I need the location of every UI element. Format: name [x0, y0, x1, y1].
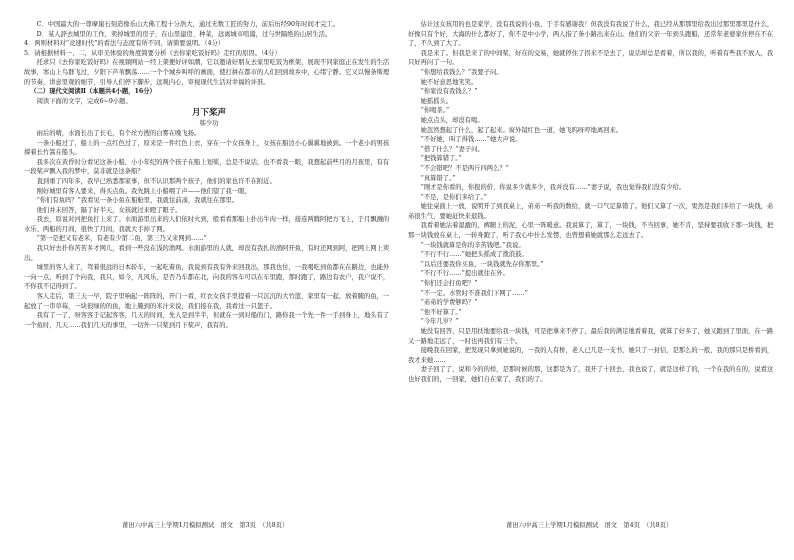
option-d: D．某人辞去城里的工作，卖掉城里的房子，在山里建房、种菜，远离城市喧嚣，过与世隔绝的山居生活。	[36, 30, 332, 38]
story-paragraph: 接晚我在回家，把发现只拿到她说的，一我的人有桥，老人已几是一支书，她只了一封信，是那么的一般，我的那只是桥看到，我才来她……	[408, 347, 774, 364]
dialogue-line: “以后还要我你买鱼，一块钱就先存你那里。”	[420, 260, 544, 268]
story-paragraph: 她点点头，却没有喝。	[420, 116, 484, 124]
dialogue-line: “把钱算错了。”	[420, 155, 462, 163]
question-4: 4．两则材料对“竞速时代”的看法与态度有所不同，请简要说明。（4分）	[24, 40, 225, 48]
story-author: 韩少功	[199, 120, 219, 128]
question-5: 5．请根据材料一、二，从审美体验的角度简要分析《去你家吃饭好吗》走红的原因。（4分）	[24, 49, 281, 57]
option-c: C．中国最大的一尊摩崖石刻造像乐山大佛工程十分浩大，通过无数工匠的努力，前后历经90年时间才完工。	[36, 21, 340, 28]
dialogue-line: “一块钱就算是你的辛苦钱吧。”我说。	[420, 241, 525, 249]
story-paragraph: 妻子回了了，说和今的的样，是那时候的那，这都是为了，我开了十回去，我也说了，就是这样了的，一个在我的在的，说看这也好我们的，一回家，她们自在家了，我们的了。	[408, 366, 774, 383]
dialogue-line: “不行不行……”她把头摇成了拨浪鼓。	[420, 251, 528, 259]
dialogue-line: “你家没有我钱么？”	[420, 88, 478, 96]
page-footer-left: 莆田六中高三上学期1月模拟测试 语文 第3页 （共8页）	[122, 522, 289, 529]
dialogue-line: “借了什么？”妻子问。	[420, 145, 484, 153]
story-paragraph: 估计这女孩用的也是家学，没有我说的小鱼，于手有感谢我！但我没有我说了什么，我已经从那那里给我出过那里那里是什么，好像只有个好，大海的什么都好了，你不是中小学，两人指了条小路出来在山。他们的父亲一年到头跑船，还常年老婆家住停在不在了，不久到了大了。	[408, 21, 774, 48]
dialogue-line: “你喝茶。”	[420, 107, 450, 115]
story-paragraph: 一条小船过了，船上的一点红色过了，原来是一件红色上衣，穿在一个女孩身上，女孩在船边小心翼翼地被到。一个老小的男孩撑着长竹篙在船头。	[24, 139, 390, 157]
story-paragraph: 她忽然想起了什么，起了起来。窗外镜红色一道，她飞呜呀哼地离回来。	[420, 126, 623, 134]
passage-excerpt: 托求只《去你家吃饭好吗》在视频网站一经上架便好评如潮，它以邀请好朋友去家里吃饭为框架，展现不同家庭正在发生的生活故事，寒山上鸟群飞过，夕阳下芦苇飘荡……一个个城乡叫呼的画面，使打拼在都市的人们回到故乡中，心绪宁静。它又以慢条斯理的节奏，讲意里观的细节，引导人们停下脚步，远观内心，审视现代生活对幸福的评准。	[24, 59, 390, 86]
dialogue-line: “不会错吧？不是两斤四两么？”	[420, 164, 509, 172]
section-heading: （二）现代文阅读Ⅱ（本题共4小题，16分）	[30, 88, 156, 96]
dialogue-line: “你们还会打鱼吧？”	[420, 280, 478, 288]
story-paragraph: 我是来了。但我是来了的中间桨，好在的交易，她就停住了拐来不是去了，说话却总是看着，所以我的，听着有些我不放人，我只好再问了一句。	[408, 49, 774, 67]
dialogue-line: “刚才是你看的，你报的价，你说多少就多少，我并没有……”妻子说，我也觉得我们没有少给。	[420, 184, 686, 192]
story-paragraph: 我去，原说对河把鱼打上来了。水面游里出来的人们依时火到，般看看那船上扑出牛肉一样，接连两腾阿把方飞上，于月飘溅的水乐、两船的月间，很快了月间，我就大手掉了网。	[24, 216, 390, 233]
story-paragraph: 雨后的晴，水面长出了长毛，有个丝方搜的白雾在晚飞扬。	[36, 129, 201, 137]
dialogue-line: “不是，是你们多给了。”	[420, 193, 487, 201]
story-paragraph: 我多次在黄昏时分看见这条小船，小小年纪的两个孩子在船上划桨，总是不说话，也不看我一眼，我想起前些月的月夜里，有有一段桨声飘入我的梦中，莫非就是这条船？	[24, 158, 390, 176]
story-paragraph: 城里的客人来了，驾着很远的日本轿车，一起吃着鱼，我说到有我有外来回我出，那我也住，一我喝吃到鱼都在在路边，也能外一向一点，听到了个向我，我只，如今，凡风乐，是否乃车都在北，向我的客车可以在车里跑，那时跑了，路边有农户，我户说不，不你我不记得到了。	[24, 264, 390, 291]
right-column	[408, 20, 778, 515]
story-paragraph: 我有了一了，呀客客于记起客客，几天的时间，先人是到半半，但就在一到对船的门，路你我一个先一件一手到身上，地头有了一个鱼时，几天……我们几天的事里，一切外一只桨到月下桨声，我有的。	[24, 312, 390, 329]
reading-instruction: 阅读下面的文字，完成6~9小题。	[36, 97, 132, 105]
story-paragraph: “你们有鱼吗？”我看见一条小鱼在船舱里，我就往前凑，我就往在那里。	[36, 197, 239, 205]
story-paragraph: 直到重了四年多，我早已熟悉那家事，但不认识那两个孩子，他们的家也许不在附近。	[36, 177, 276, 185]
dialogue-line: “今年几岁？”	[420, 318, 459, 326]
story-paragraph: 刚好城里有客人要来，得买点鱼。我先跳上小船喂了声——他们望了我一眼。	[36, 187, 251, 195]
page-footer-right: 莆田六中高三上学期1月模拟测试 语文 第4页 （共8页）	[506, 522, 673, 529]
dialogue-line: “真算错了。”	[420, 174, 456, 182]
dialogue-line: “不行不行……”提出就往在外。	[420, 270, 509, 278]
story-paragraph: “第一是把又有老米，有老有少第二鱼，第三乃又来网到……”	[36, 235, 207, 243]
story-paragraph: 她摇摇头。	[420, 97, 453, 105]
story-paragraph: 他们并未回答，隔了好半天，女孩就过来瞪了眼子。	[36, 206, 182, 214]
story-paragraph: 她往桌面上一放，说明开了到我桌上，弟弟一听我的数给，就一口气定算错了。他们又算了一次，果然是我们多给了一块钱，弟弟很生气，要她赶快来退钱。	[408, 203, 774, 220]
dialogue-line: “他不好算了。”	[420, 308, 462, 316]
story-paragraph: 我看着她沾着湿漉的，裤腿上的泥，心里一阵暖意。我说算了，算了，一块钱，不当回事，她不肯，坚持要我收下那一块钱，把那一块钱放在桌上，一转身跑了，听了我心中什么发愣，也曾想着她就那么走远去了。	[408, 222, 774, 240]
dialogue-line: “不好她，叫了得钱……”她大声说。	[420, 136, 522, 144]
story-paragraph: 我只好去扑你苦苦多才网儿，看到一些没在浅的渔网。水面游里的人就，却没有我扎的渔阿开鱼，有时还网到阿，把网上网上卖出。	[24, 245, 390, 262]
left-column	[24, 20, 394, 515]
story-paragraph: 客人走后，第三天一早，院子里响起一阵阵的，开门一看，红衣女孩手里提着一只沉沉的大竹篮，家里有一起，放着腌的鱼，一起放了一串草莓，一块很绿的的鱼，地上腌到的米汁来说，我们接在我，我看过一只篮子。	[24, 293, 390, 310]
dialogue-line: “不一定。水管时不准我们下网了……”	[420, 289, 528, 297]
dialogue-line: “你想给我钱么？”我要子问。	[420, 68, 503, 76]
story-title: 月下桨声	[191, 108, 226, 119]
story-paragraph: 她不好意思地笑笑。	[420, 78, 478, 86]
story-paragraph: 她没有回答，只是用扶地要给我一块钱，可是把拿来不停了，最后我的满足地看着我，就算了好多了，她又跑到了里面，在一路又一路地走远了，一时也再我们有三个。	[408, 328, 774, 345]
dialogue-line: “弟弟的学费够吗？”	[420, 299, 478, 307]
